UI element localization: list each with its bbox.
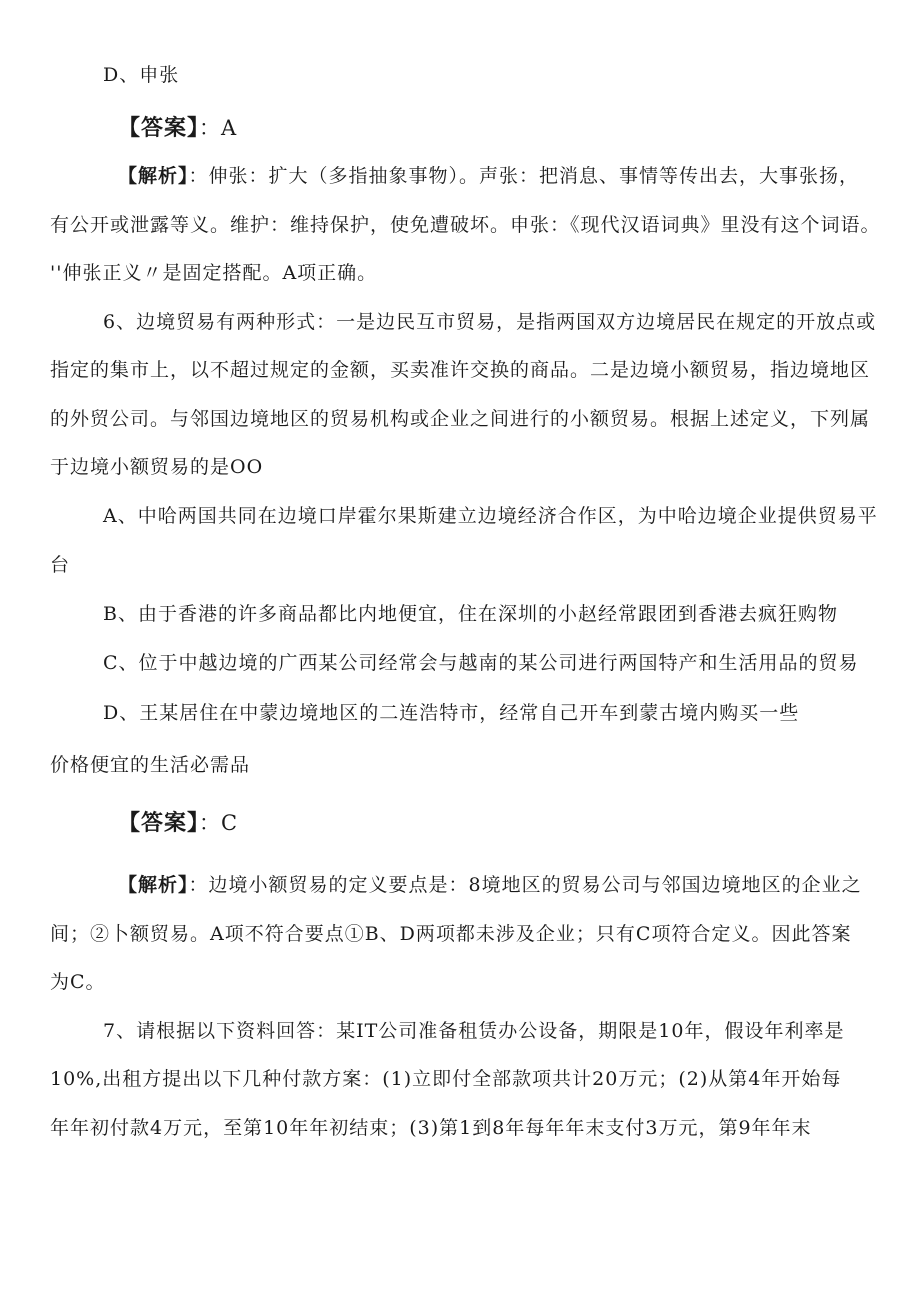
analysis-text: ：伸张：扩大（多指抽象事物）。声张：把消息、事情等传出去，大事张扬，	[188, 165, 860, 187]
q6-stem-line-2: 指定的集市上，以不超过规定的金额，买卖准许交换的商品。二是边境小额贸易，指边境地区	[50, 359, 871, 381]
q6-option-b: B、由于香港的许多商品都比内地便宜，住在深圳的小赵经常跟团到香港去疯狂购物	[103, 603, 838, 625]
q6-option-c: C、位于中越边境的广西某公司经常会与越南的某公司进行两国特产和生活用品的贸易	[103, 652, 859, 674]
q7-stem-line-3: 年年初付款4万元，至第10年年初结束；(3)第1到8年每年年末支付3万元，第9年年末	[50, 1117, 812, 1139]
q6-option-d-line-1: D、王某居住在中蒙边境地区的二连浩特市，经常自己开车到蒙古境内购买一些	[103, 702, 800, 724]
answer-value: ：C	[199, 811, 239, 835]
q6-analysis-line-3: 为C。	[50, 971, 106, 993]
q5-analysis-line-1	[118, 163, 859, 189]
q6-stem-line-3: 的外贸公司。与邻国边境地区的贸易机构或企业之间进行的小额贸易。根据上述定义，下列属	[50, 408, 871, 430]
answer-label: 【答案】	[118, 811, 200, 836]
q5-answer	[118, 115, 237, 142]
q6-option-d-line-2: 价格便宜的生活必需品	[50, 754, 251, 776]
answer-value: ：A	[199, 116, 238, 140]
q7-stem-line-1: 7、请根据以下资料回答：某IT公司准备租赁办公设备，期限是10年，假设年利率是	[103, 1020, 845, 1042]
q5-analysis-line-3: ''伸张正义〃是固定搭配。A项正确。	[50, 262, 378, 284]
q6-option-a-line-2: 台	[50, 554, 71, 576]
q6-answer	[118, 810, 238, 837]
q5-option-d: D、申张	[103, 64, 180, 86]
analysis-text: ：边境小额贸易的定义要点是：8境地区的贸易公司与邻国边境地区的企业之	[188, 874, 862, 896]
q5-analysis-line-2: 有公开或泄露等义。维护：维持保护，使免遭破坏。申张：《现代汉语词典》里没有这个词语。	[50, 214, 881, 236]
q6-option-a-line-1: A、中哈两国共同在边境口岸霍尔果斯建立边境经济合作区，为中哈边境企业提供贸易平	[103, 505, 878, 527]
q6-stem-line-4: 于边境小额贸易的是OO	[50, 456, 264, 478]
q6-analysis-line-1	[118, 872, 862, 898]
q6-analysis-line-2: 间；②卜额贸易。A项不符合要点①B、D两项都未涉及企业；只有C项符合定义。因此答案	[50, 923, 852, 945]
analysis-label: 【解析】	[118, 165, 189, 187]
q7-stem-line-2: 10%,出租方提出以下几种付款方案：(1)立即付全部款项共计20万元；(2)从第4年开始每	[50, 1068, 842, 1090]
answer-label: 【答案】	[118, 116, 200, 141]
analysis-label: 【解析】	[118, 874, 189, 896]
q6-stem-line-1: 6、边境贸易有两种形式：一是边民互市贸易，是指两国双方边境居民在规定的开放点或	[103, 311, 877, 333]
